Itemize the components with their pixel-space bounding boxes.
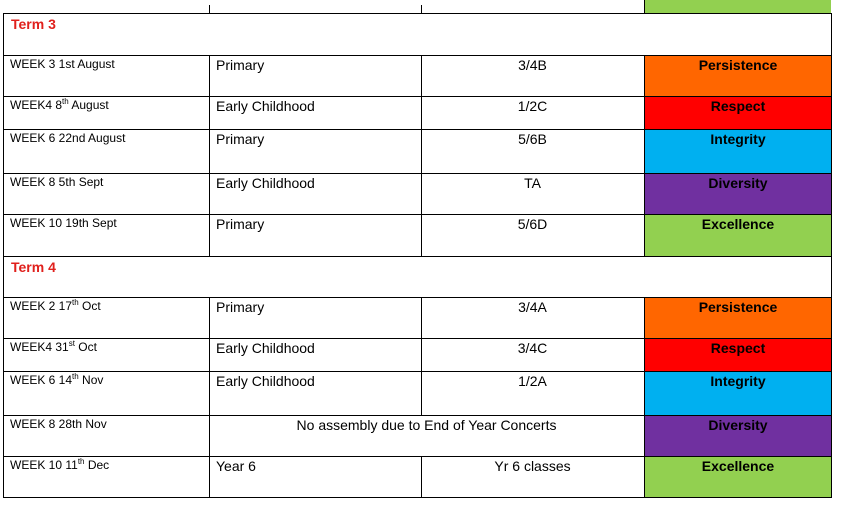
class-cell: TA	[524, 175, 541, 191]
class-cell: 5/6D	[517, 216, 548, 232]
value-label: Integrity	[710, 373, 766, 389]
grid-line	[209, 297, 210, 497]
week-cell: WEEK4 8th August	[10, 97, 109, 112]
section-cell: Primary	[216, 216, 265, 232]
class-cell: 1/2A	[518, 373, 547, 389]
value-label: Diversity	[708, 175, 768, 191]
class-cell: 5/6B	[518, 131, 547, 147]
grid-line	[209, 5, 210, 13]
grid-line	[3, 129, 832, 130]
class-cell: 3/4A	[518, 299, 547, 315]
class-cell: 3/4B	[518, 57, 547, 73]
week-cell: WEEK 10 11th Dec	[10, 457, 110, 472]
merged-note-cell: No assembly due to End of Year Concerts	[296, 417, 557, 433]
section-cell: Year 6	[216, 458, 256, 474]
week-cell: WEEK 6 14th Nov	[10, 372, 104, 387]
class-cell: 3/4C	[517, 340, 548, 356]
section-cell: Primary	[216, 299, 265, 315]
top-excellence-fill	[645, 0, 831, 13]
value-label: Excellence	[701, 216, 775, 232]
week-cell: WEEK 3 1st August	[10, 57, 115, 71]
grid-line	[831, 13, 832, 497]
value-label: Integrity	[710, 131, 766, 147]
value-label: Persistence	[698, 57, 778, 73]
grid-line	[3, 297, 832, 298]
week-cell: WEEK 6 22nd August	[10, 131, 126, 145]
grid-line	[644, 0, 645, 13]
value-label: Respect	[710, 340, 766, 356]
grid-line	[3, 13, 4, 497]
grid-line	[3, 456, 832, 457]
value-label: Persistence	[698, 299, 778, 315]
grid-line	[421, 5, 422, 13]
week-cell: WEEK 2 17th Oct	[10, 298, 101, 313]
section-cell: Early Childhood	[216, 340, 315, 356]
week-cell: WEEK 8 5th Sept	[10, 175, 104, 189]
section-cell: Early Childhood	[216, 175, 315, 191]
grid-line	[3, 338, 832, 339]
section-cell: Early Childhood	[216, 98, 315, 114]
section-cell: Primary	[216, 131, 265, 147]
grid-line	[3, 214, 832, 215]
grid-line	[3, 497, 832, 498]
week-cell: WEEK4 31st Oct	[10, 339, 97, 354]
term-heading: Term 4	[11, 259, 56, 275]
grid-line	[3, 371, 832, 372]
grid-line	[3, 55, 832, 56]
section-cell: Primary	[216, 57, 265, 73]
class-cell: Yr 6 classes	[494, 458, 571, 474]
grid-line	[3, 13, 832, 14]
term-heading: Term 3	[11, 16, 56, 32]
grid-line	[3, 173, 832, 174]
value-label: Excellence	[701, 458, 775, 474]
grid-line	[3, 256, 832, 257]
week-cell: WEEK 8 28th Nov	[10, 417, 107, 431]
grid-line	[3, 96, 832, 97]
grid-line	[209, 55, 210, 256]
class-cell: 1/2C	[517, 98, 548, 114]
week-cell: WEEK 10 19th Sept	[10, 216, 117, 230]
value-label: Diversity	[708, 417, 768, 433]
section-cell: Early Childhood	[216, 373, 315, 389]
value-label: Respect	[710, 98, 766, 114]
grid-line	[3, 415, 832, 416]
